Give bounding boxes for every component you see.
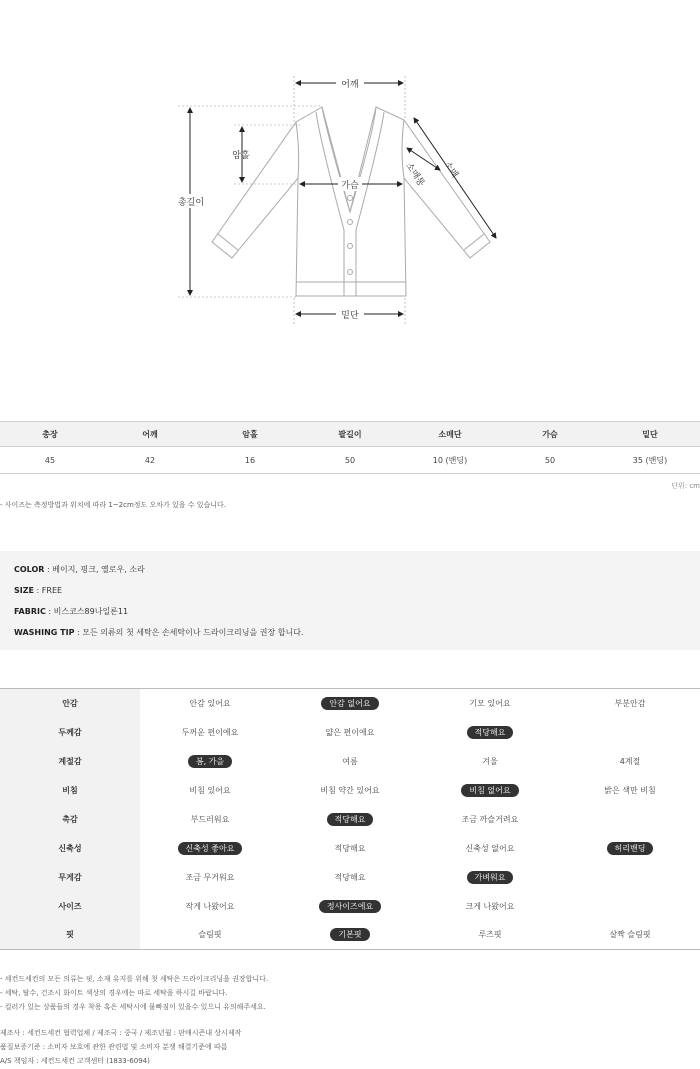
fabric-option: 작게 나왔어요 [185, 901, 235, 911]
label-hem: 밑단 [341, 311, 359, 321]
size-value-cell: 45 [0, 447, 100, 474]
fabric-option-cell [280, 863, 420, 892]
fabric-option-cell [140, 718, 280, 747]
size-value-cell: 42 [100, 447, 200, 474]
fabric-row [0, 863, 700, 892]
fabric-option-selected: 허리밴딩 [607, 842, 654, 855]
fabric-option-selected: 봄, 가을 [188, 755, 232, 768]
quality-line: 품질보증기준 : 소비자 보호에 관한 관련법 및 소비자 분쟁 해결기준에 따름 [0, 1043, 228, 1051]
fabric-option: 겨울 [482, 756, 498, 766]
fabric-option-selected: 가벼워요 [467, 871, 514, 884]
fabric-option: 적당해요 [334, 843, 366, 853]
fabric-option: 4계절 [619, 756, 641, 766]
label-total-length: 총길이 [177, 198, 205, 208]
size-header-cell: 총장 [0, 422, 100, 447]
fabric-option-cell [140, 834, 280, 863]
size-table-row [0, 447, 700, 474]
fabric-row-label: 사이즈 [0, 892, 140, 921]
fabric-option-cell [280, 805, 420, 834]
fabric-option-selected: 기본핏 [330, 928, 369, 941]
fabric-option-cell [140, 776, 280, 805]
info-label: FABRIC [14, 607, 46, 616]
fabric-option-cell [420, 892, 560, 921]
fabric-attribute-table [0, 688, 700, 950]
fabric-row-label: 계절감 [0, 747, 140, 776]
info-row-fabric [14, 605, 686, 626]
fabric-option-cell [560, 805, 700, 834]
fabric-option: 살짝 슬림핏 [609, 930, 651, 940]
fabric-option: 조금 무거워요 [185, 872, 235, 882]
size-header-cell: 밑단 [600, 422, 700, 447]
fabric-option: 루즈핏 [478, 930, 502, 940]
fabric-option: 슬림핏 [198, 930, 222, 940]
label-chest: 가슴 [341, 181, 359, 191]
fabric-row-label: 안감 [0, 689, 140, 718]
fabric-row [0, 747, 700, 776]
fabric-option-cell [560, 892, 700, 921]
fabric-option-cell [280, 718, 420, 747]
size-header-cell: 어깨 [100, 422, 200, 447]
size-value-cell: 10 (밴딩) [400, 447, 500, 474]
fabric-option-cell [560, 689, 700, 718]
fabric-option: 두꺼운 편이에요 [181, 727, 239, 737]
fabric-option-selected: 비침 없어요 [461, 784, 518, 797]
sleeve-arrow [414, 118, 496, 238]
fabric-option-cell [420, 776, 560, 805]
fabric-row-label: 촉감 [0, 805, 140, 834]
manufacturer-info [0, 1026, 241, 1068]
fabric-option-cell [280, 921, 420, 950]
fabric-option-cell [140, 805, 280, 834]
fabric-option: 크게 나왔어요 [465, 901, 515, 911]
care-note: - 컬러가 있는 상품들의 경우 착용 혹은 세탁시에 물빠짐이 있을수 있으니 유의해주세요. [0, 1003, 266, 1011]
fabric-option-cell [140, 892, 280, 921]
fabric-option-cell [560, 718, 700, 747]
fabric-option-cell [140, 747, 280, 776]
fabric-option-cell [420, 921, 560, 950]
unit-label: 단위: cm [671, 482, 700, 490]
fabric-option-cell [140, 921, 280, 950]
info-value: FREE [41, 586, 63, 595]
info-separator: : [45, 607, 54, 616]
info-label: SIZE [14, 586, 35, 595]
info-value: 베이지, 핑크, 옐로우, 소라 [52, 565, 145, 574]
fabric-option: 얇은 편이에요 [325, 727, 375, 737]
fabric-option-selected: 적당해요 [327, 813, 374, 826]
info-label: WASHING TIP [14, 628, 75, 637]
fabric-option-cell [280, 747, 420, 776]
fabric-row [0, 689, 700, 718]
size-table [0, 421, 700, 474]
fabric-option-cell [560, 863, 700, 892]
info-row-color [14, 563, 686, 584]
care-note: - 세탁, 탈수, 건조시 화이트 색상의 경우에는 따로 세탁을 하시길 바랍니다. [0, 989, 228, 997]
fabric-option-cell [560, 776, 700, 805]
size-value-cell: 35 (밴딩) [600, 447, 700, 474]
fabric-option-cell [420, 863, 560, 892]
label-cuff: 소매통 [403, 161, 427, 189]
info-value: 비스코스89나일론11 [53, 607, 129, 616]
fabric-option-cell [140, 689, 280, 718]
fabric-row-label: 핏 [0, 921, 140, 950]
fabric-row-label: 신축성 [0, 834, 140, 863]
fabric-option-cell [140, 863, 280, 892]
manufacturer-line: 제조사 : 세컨드세컨 협력업체 / 제조국 : 중국 / 제조년월 : 판매시즌내 상시제작 [0, 1029, 242, 1037]
care-note: - 세컨드세컨의 모든 의류는 핏, 소재 유지를 위해 첫 세탁은 드라이크리닝을 권장합니다. [0, 975, 269, 983]
fabric-option-selected: 적당해요 [467, 726, 514, 739]
info-separator: : [44, 565, 53, 574]
label-armhole: 암홀 [232, 151, 250, 161]
info-row-washing [14, 626, 686, 647]
fabric-option: 신축성 없어요 [465, 843, 515, 853]
info-row-size [14, 584, 686, 605]
label-shoulder: 어깨 [341, 80, 359, 90]
fabric-option-cell [420, 834, 560, 863]
fabric-option: 기모 있어요 [469, 698, 511, 708]
fabric-option: 부분안감 [614, 698, 646, 708]
size-value-cell: 50 [300, 447, 400, 474]
fabric-row [0, 921, 700, 950]
fabric-row-label: 비침 [0, 776, 140, 805]
fabric-option-cell [280, 892, 420, 921]
label-sleeve: 소매 [441, 159, 460, 180]
fabric-option-cell [420, 689, 560, 718]
info-separator: : [34, 586, 42, 595]
fabric-option-selected: 안감 없어요 [321, 697, 378, 710]
size-header-cell: 소매단 [400, 422, 500, 447]
fabric-option-selected: 정사이즈에요 [319, 900, 381, 913]
size-header-cell: 암홀 [200, 422, 300, 447]
fabric-option-cell [560, 834, 700, 863]
fabric-row-label: 두께감 [0, 718, 140, 747]
size-table-header [0, 422, 700, 447]
fabric-option: 부드러워요 [190, 814, 230, 824]
size-header-cell: 가슴 [500, 422, 600, 447]
size-value-cell: 16 [200, 447, 300, 474]
fabric-option-cell [420, 805, 560, 834]
as-contact-line: A/S 책임자 : 세컨드세컨 고객센터 (1833-6094) [0, 1057, 150, 1065]
fabric-option: 밝은 색만 비침 [604, 785, 656, 795]
fabric-option-selected: 신축성 좋아요 [178, 842, 243, 855]
fabric-option-cell [560, 921, 700, 950]
fabric-row [0, 834, 700, 863]
fabric-option: 적당해요 [334, 872, 366, 882]
fabric-option: 비침 있어요 [189, 785, 231, 795]
info-separator: : [74, 628, 83, 637]
fabric-option: 조금 까슬거려요 [461, 814, 519, 824]
fabric-option: 안감 있어요 [189, 698, 231, 708]
measurement-diagram [0, 0, 700, 400]
fabric-option: 여름 [342, 756, 358, 766]
fabric-option-cell [280, 776, 420, 805]
fabric-row [0, 718, 700, 747]
fabric-row [0, 776, 700, 805]
fabric-option-cell [420, 747, 560, 776]
care-notes [0, 972, 268, 1014]
fabric-option: 비침 약간 있어요 [320, 785, 380, 795]
fabric-option-cell [280, 834, 420, 863]
fabric-row [0, 805, 700, 834]
size-note: - 사이즈는 측정방법과 위치에 따라 1~2cm정도 오차가 있을 수 있습니다. [0, 501, 227, 509]
info-value: 모든 의류의 첫 세탁은 손세탁이나 드라이크리닝을 권장 합니다. [82, 628, 304, 637]
size-header-cell: 팔길이 [300, 422, 400, 447]
fabric-option-cell [420, 718, 560, 747]
fabric-option-cell [560, 747, 700, 776]
fabric-row-label: 무게감 [0, 863, 140, 892]
info-label: COLOR [14, 565, 45, 574]
product-info-box [0, 551, 700, 650]
fabric-row [0, 892, 700, 921]
size-value-cell: 50 [500, 447, 600, 474]
cardigan-illustration [212, 107, 490, 296]
fabric-option-cell [280, 689, 420, 718]
